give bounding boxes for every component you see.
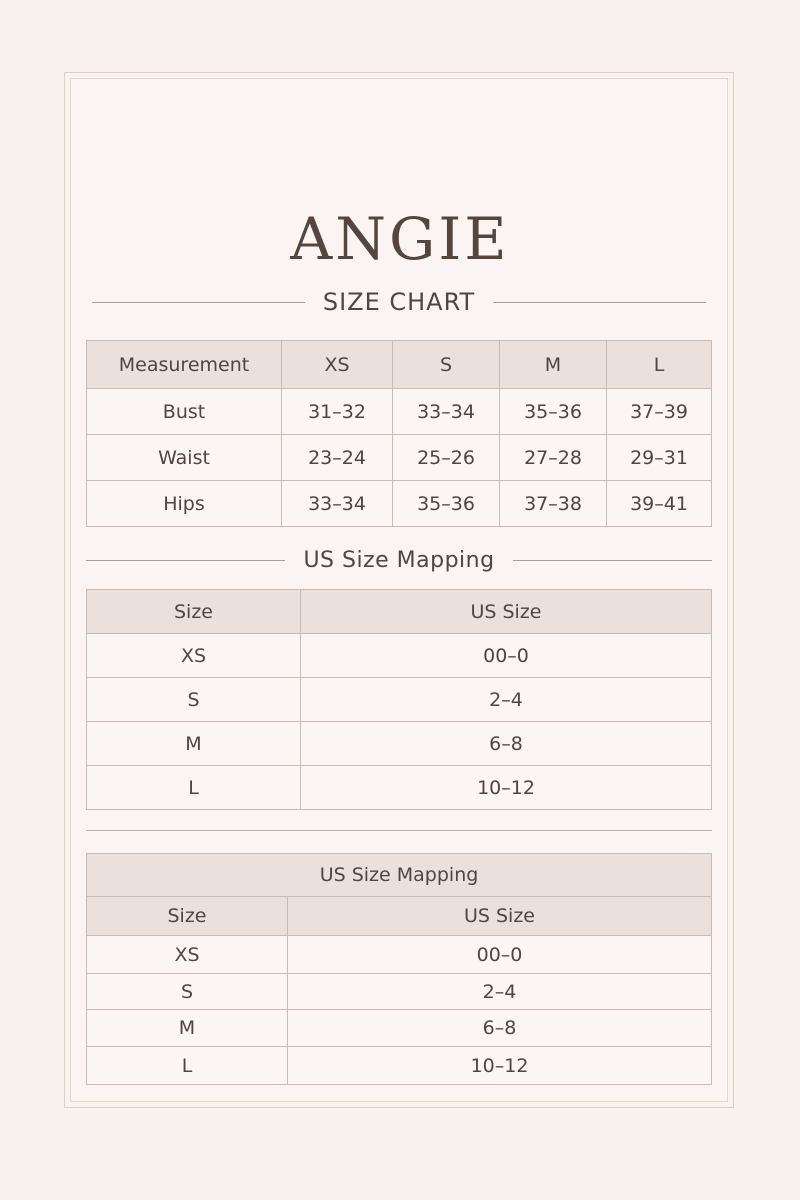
size-cell: S (87, 678, 301, 722)
table-cell: 31–32 (282, 389, 393, 435)
us-size-cell: 2–4 (301, 678, 712, 722)
table-row (87, 722, 712, 766)
header-m: M (500, 341, 607, 389)
row-label-bust: Bust (87, 389, 282, 435)
table-row (87, 1010, 712, 1047)
us-size-cell: 2–4 (288, 974, 712, 1010)
header-us-size: US Size (301, 590, 712, 634)
table-cell: 23–24 (282, 435, 393, 481)
us-size-cell: 00–0 (301, 634, 712, 678)
us-size-cell: 6–8 (301, 722, 712, 766)
table-cell: 25–26 (393, 435, 500, 481)
table-cell: 37–39 (607, 389, 712, 435)
us-mapping-table-2 (86, 853, 712, 1085)
size-chart-title: SIZE CHART (322, 288, 476, 316)
size-cell: XS (87, 634, 301, 678)
table-row (87, 766, 712, 810)
us-mapping-header-row (87, 897, 712, 936)
table-cell: 39–41 (607, 481, 712, 527)
size-cell: M (87, 1010, 288, 1047)
table-row (87, 974, 712, 1010)
size-cell: L (87, 766, 301, 810)
heading-rule-left (92, 302, 305, 303)
us-mapping-table (86, 589, 712, 810)
us-size-cell: 10–12 (288, 1047, 712, 1085)
header-s: S (393, 341, 500, 389)
size-cell: L (87, 1047, 288, 1085)
table-row (87, 1047, 712, 1085)
table-row (87, 389, 712, 435)
us-size-cell: 6–8 (288, 1010, 712, 1047)
brand-logo: ANGIE (290, 205, 510, 273)
table-row (87, 481, 712, 527)
table-cell: 33–34 (282, 481, 393, 527)
size-cell: M (87, 722, 301, 766)
size-cell: XS (87, 936, 288, 974)
header-measurement: Measurement (87, 341, 282, 389)
table-row (87, 634, 712, 678)
table-cell: 35–36 (500, 389, 607, 435)
us-mapping-title-row (87, 854, 712, 897)
header-size: Size (87, 590, 301, 634)
header-us-size: US Size (288, 897, 712, 936)
table-cell: 33–34 (393, 389, 500, 435)
size-chart-header-row (87, 341, 712, 389)
row-label-waist: Waist (87, 435, 282, 481)
heading-rule-right (493, 302, 706, 303)
row-label-hips: Hips (87, 481, 282, 527)
table-cell: 37–38 (500, 481, 607, 527)
heading-rule-right (513, 560, 712, 561)
us-mapping-title: US Size Mapping (303, 547, 495, 573)
section-divider (86, 830, 712, 831)
table-cell: 27–28 (500, 435, 607, 481)
size-chart-heading (92, 286, 706, 318)
table-row (87, 435, 712, 481)
us-size-cell: 10–12 (301, 766, 712, 810)
table-row (87, 678, 712, 722)
us-mapping-title-2: US Size Mapping (87, 854, 712, 897)
table-cell: 29–31 (607, 435, 712, 481)
us-mapping-header-row (87, 590, 712, 634)
header-size: Size (87, 897, 288, 936)
size-chart-table (86, 340, 712, 527)
table-cell: 35–36 (393, 481, 500, 527)
size-cell: S (87, 974, 288, 1010)
heading-rule-left (86, 560, 285, 561)
us-size-cell: 00–0 (288, 936, 712, 974)
table-row (87, 936, 712, 974)
header-xs: XS (282, 341, 393, 389)
header-l: L (607, 341, 712, 389)
us-mapping-heading (86, 544, 712, 576)
